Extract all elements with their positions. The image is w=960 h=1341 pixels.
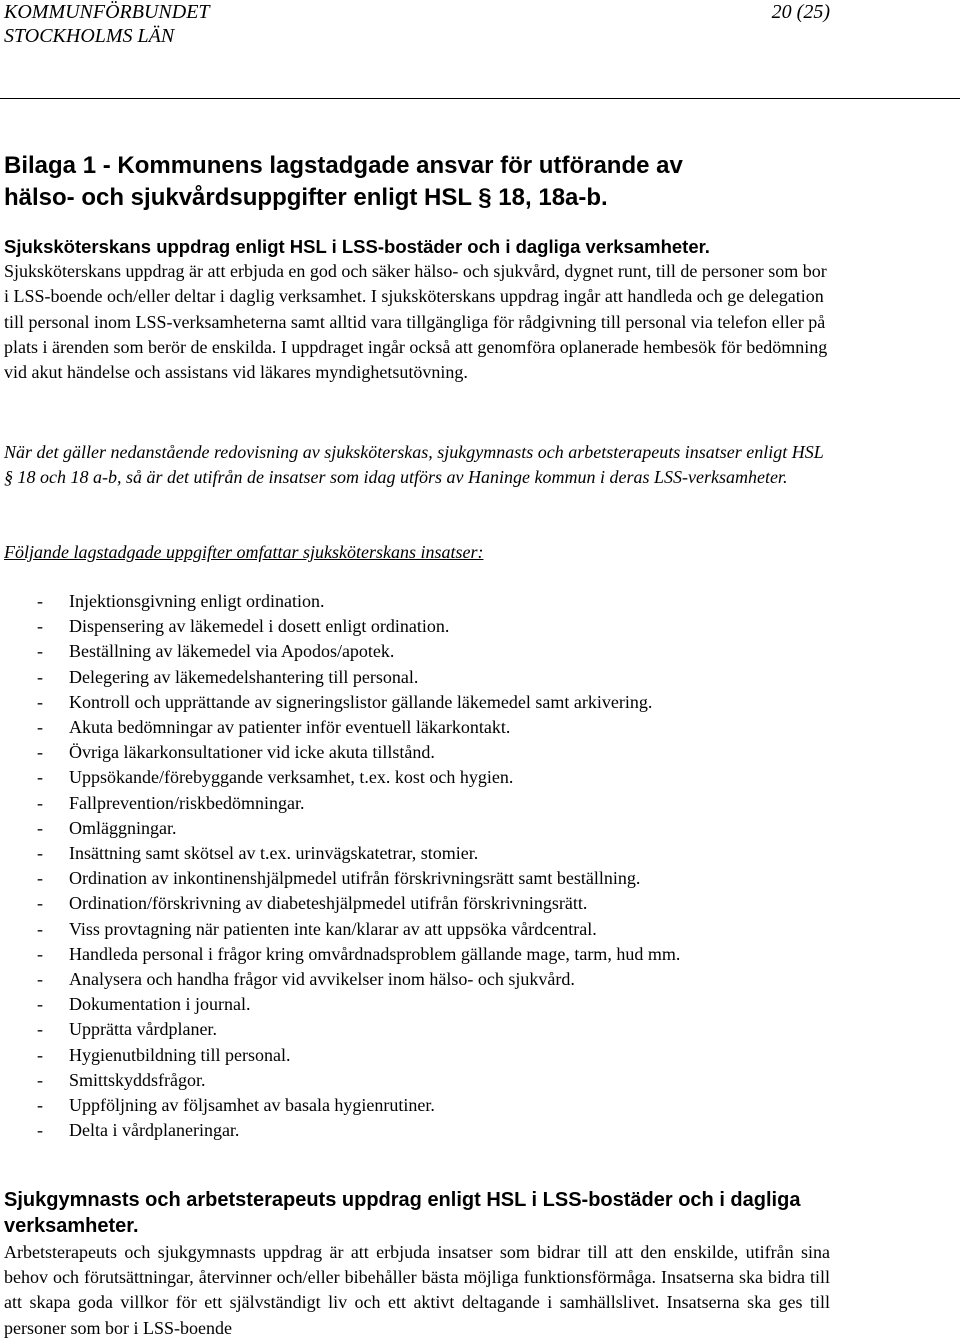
list-item-text: Dokumentation i journal. — [69, 994, 251, 1015]
list-item-text: Handleda personal i frågor kring omvårdnadsproblem gällande mage, tarm, hud mm. — [69, 943, 681, 964]
list-bullet-dash: - — [37, 868, 43, 889]
list-item-text: Uppföljning av följsamhet av basala hygienrutiner. — [69, 1095, 435, 1116]
list-bullet-dash: - — [37, 1069, 43, 1090]
list-bullet-dash: - — [37, 1019, 43, 1040]
list-item-text: Uppsökande/förebyggande verksamhet, t.ex. kost och hygien. — [69, 767, 514, 788]
list-bullet-dash: - — [37, 1095, 43, 1116]
list-bullet-dash: - — [37, 792, 43, 813]
nurse-section-body: Sjuksköterskans uppdrag är att erbjuda en god och säker hälso- och sjukvård, dygnet runt, till de personer som bor i LSS-boende och/eller deltar i daglig verksamhet. I sjuksköterskans uppdrag ingår att handleda och ge delegation till personal inom LSS-verksamheterna samt alltid vara tillgängliga för rådgivning till personal via telefon eller på plats i ärenden som berör de enskilda. I uppdraget ingår också att genomföra oplanerade hembesök för bedömning vid akut händelse och assistans vid läkares myndighetsutövning. — [4, 261, 828, 383]
list-item — [4, 992, 904, 1017]
document-title — [4, 150, 904, 214]
list-item-text: Delegering av läkemedelshantering till personal. — [69, 666, 419, 687]
list-item-text: Delta i vårdplaneringar. — [69, 1120, 240, 1141]
therapist-section-heading: Sjukgymnasts och arbetsterapeuts uppdrag enligt HSL i LSS-bostäder och i dagliga verksamheter. — [4, 1189, 801, 1237]
list-item-text: Ordination/förskrivning av diabeteshjälpmedel utifrån förskrivningsrätt. — [69, 893, 588, 914]
list-item — [4, 1118, 904, 1143]
list-bullet-dash: - — [37, 591, 43, 611]
list-item — [4, 917, 904, 942]
list-item-text: Fallprevention/riskbedömningar. — [69, 792, 305, 813]
list-item-text: Upprätta vårdplaner. — [69, 1019, 217, 1040]
list-item — [4, 1043, 904, 1068]
title-line-1: Bilaga 1 - Kommunens lagstadgade ansvar för utförande av — [4, 152, 683, 179]
header-divider — [0, 98, 960, 99]
list-item-text: Övriga läkarkonsultationer vid icke akuta tillstånd. — [69, 742, 435, 763]
list-bullet-dash: - — [37, 691, 43, 712]
page-number: 20 (25) — [771, 1, 830, 23]
task-list-heading: Följande lagstadgade uppgifter omfattar sjuksköterskans insatser: — [4, 542, 484, 562]
list-item — [4, 765, 904, 790]
list-item-text: Kontroll och upprättande av signeringslistor gällande läkemedel samt arkivering. — [69, 691, 653, 712]
list-bullet-dash: - — [37, 742, 43, 763]
list-item — [4, 690, 904, 715]
list-item-text: Akuta bedömningar av patienter inför eventuell läkarkontakt. — [69, 717, 511, 738]
list-item-text: Omläggningar. — [69, 817, 177, 838]
organization-name — [4, 0, 210, 48]
list-item-text: Insättning samt skötsel av t.ex. urinvägskatetrar, stomier. — [69, 843, 479, 864]
list-bullet-dash: - — [37, 641, 43, 662]
scope-note: När det gäller nedanstående redovisning av sjuksköterskas, sjukgymnasts och arbetsterapeuts insatser enligt HSL § 18 och 18 a-b, så är det utifrån de insatser som idag utförs av Haninge kommun i deras LSS-verksamheter. — [4, 442, 824, 488]
list-bullet-dash: - — [37, 817, 43, 838]
organization-line-1: KOMMUNFÖRBUNDET — [4, 1, 210, 23]
list-bullet-dash: - — [37, 843, 43, 864]
list-item-text: Analysera och handha frågor vid avvikelser inom hälso- och sjukvård. — [69, 969, 575, 990]
list-item — [4, 740, 904, 765]
list-bullet-dash: - — [37, 994, 43, 1015]
list-bullet-dash: - — [37, 1120, 43, 1141]
list-bullet-dash: - — [37, 943, 43, 964]
nurse-section — [4, 234, 830, 385]
list-item — [4, 866, 904, 891]
nurse-section-heading: Sjuksköterskans uppdrag enligt HSL i LSS-bostäder och i dagliga verksamheter. — [4, 236, 710, 257]
nurse-task-list — [4, 589, 904, 1143]
list-item-text: Dispensering av läkemedel i dosett enligt ordination. — [69, 616, 450, 637]
list-item — [4, 639, 904, 664]
list-item-text: Hygienutbildning till personal. — [69, 1044, 291, 1065]
list-item-text: Viss provtagning när patienten inte kan/klarar av att uppsöka vårdcentral. — [69, 918, 597, 939]
list-item — [4, 791, 904, 816]
list-item — [4, 841, 904, 866]
list-item — [4, 589, 904, 614]
list-item-text: Beställning av läkemedel via Apodos/apotek. — [69, 641, 395, 662]
list-item — [4, 1017, 904, 1042]
list-item-text: Smittskyddsfrågor. — [69, 1069, 206, 1090]
list-bullet-dash: - — [37, 893, 43, 914]
list-bullet-dash: - — [37, 666, 43, 687]
list-item — [4, 891, 904, 916]
list-item — [4, 816, 904, 841]
list-bullet-dash: - — [37, 717, 43, 738]
organization-line-2: STOCKHOLMS LÄN — [4, 25, 175, 47]
list-item — [4, 942, 904, 967]
list-item — [4, 1068, 904, 1093]
list-item — [4, 614, 904, 639]
title-line-2: hälso- och sjukvårdsuppgifter enligt HSL § 18, 18a-b. — [4, 184, 608, 211]
list-item-text: Injektionsgivning enligt ordination. — [69, 591, 325, 611]
list-bullet-dash: - — [37, 918, 43, 939]
list-bullet-dash: - — [37, 616, 43, 637]
list-bullet-dash: - — [37, 767, 43, 788]
therapist-section-body: Arbetsterapeuts och sjukgymnasts uppdrag är att erbjuda insatser som bidrar till att den enskilde, utifrån sina behov och förutsättningar, återvinner och/eller bibehåller bästa möjliga funktionsförmåga. Insatserna ska bidra till att skapa goda villkor för ett självständigt liv och ett aktivt deltagande i samhällslivet. Insatserna ska ges till personer som bor i LSS-boende — [4, 1242, 830, 1338]
list-bullet-dash: - — [37, 969, 43, 990]
list-bullet-dash: - — [37, 1044, 43, 1065]
list-item — [4, 967, 904, 992]
list-item-text: Ordination av inkontinenshjälpmedel utifrån förskrivningsrätt samt beställning. — [69, 868, 641, 889]
list-item — [4, 665, 904, 690]
list-item — [4, 715, 904, 740]
list-item — [4, 1093, 904, 1118]
